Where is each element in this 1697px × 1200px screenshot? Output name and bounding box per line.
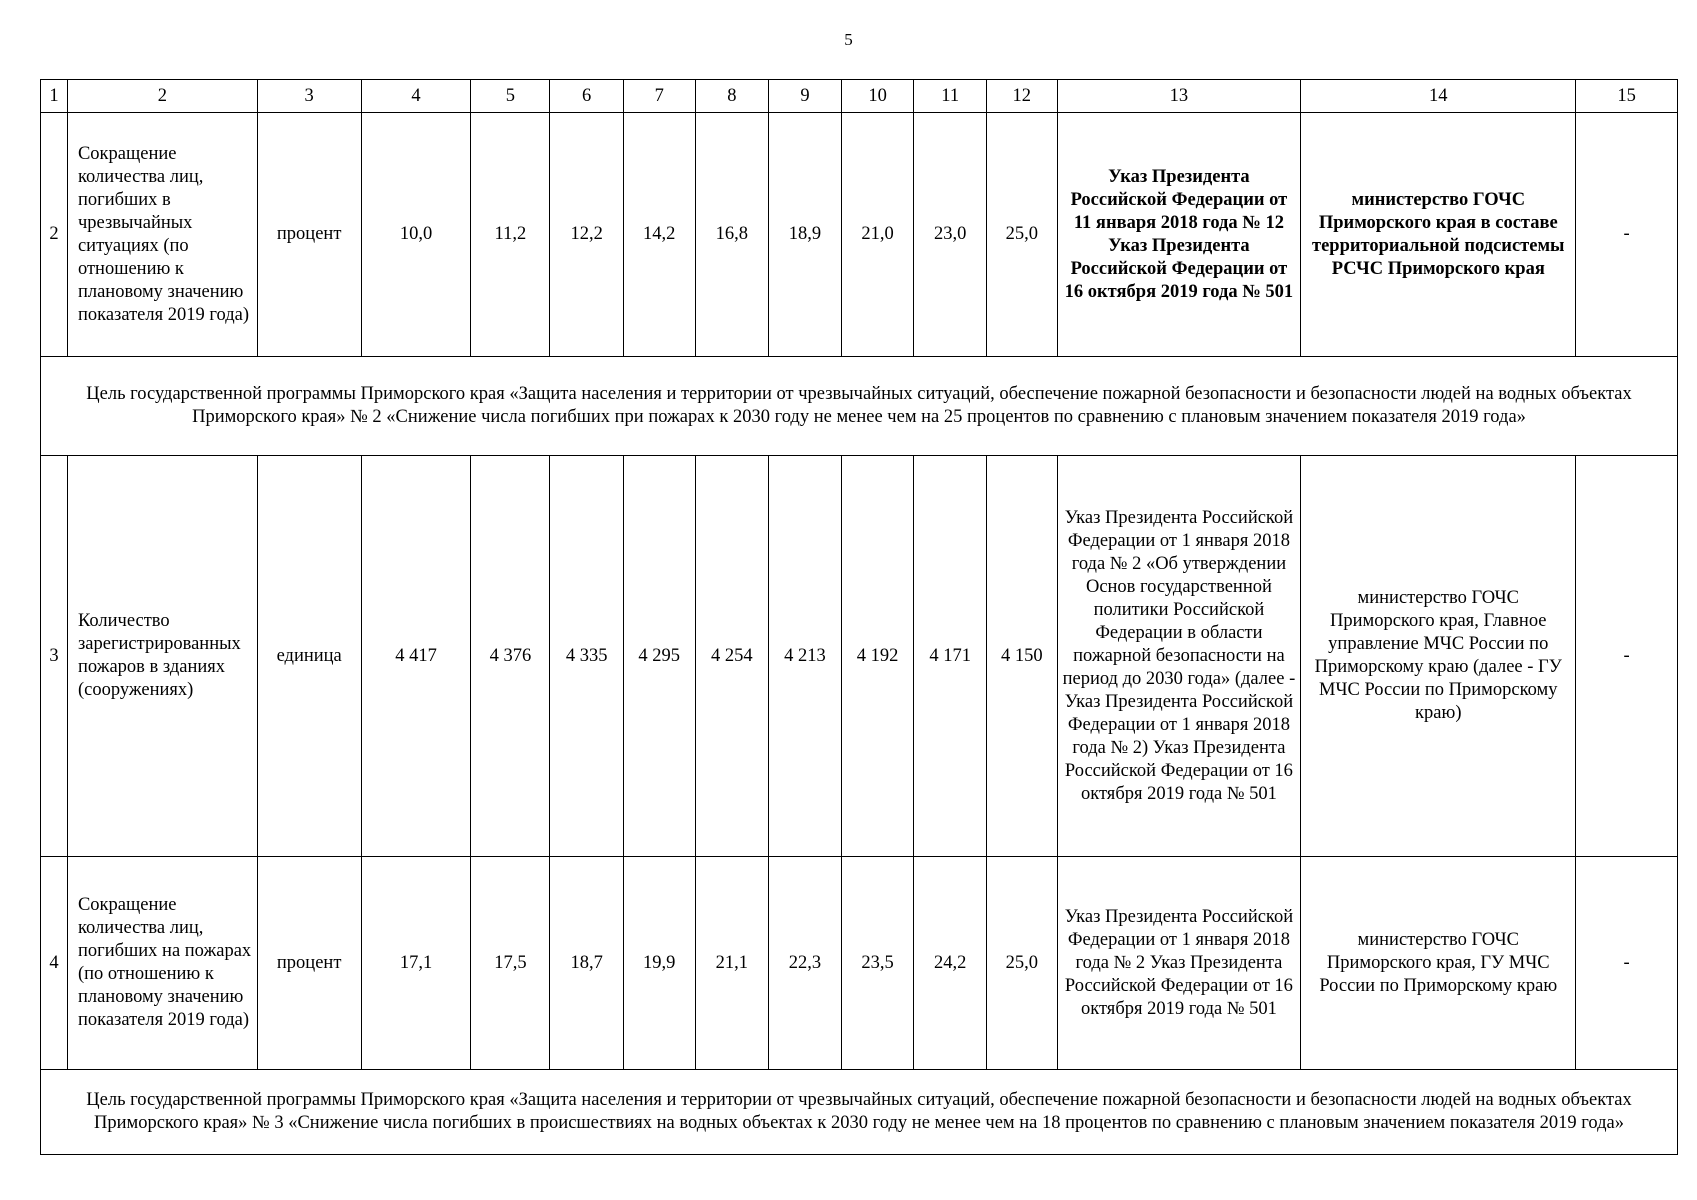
value-cell: 25,0 bbox=[987, 857, 1058, 1070]
column-number-row bbox=[41, 80, 1678, 113]
basis-cell: Указ Президента Российской Федерации от 1 января 2018 года № 2 «Об утверждении Основ государственной политики Российской Федерации в области пожарной безопасности на период до 2030 года» (далее - Указ Президента Российской Федерации от 1 января 2018 года № 2) Указ Президента Российской Федерации от 16 октября 2019 года № 501 bbox=[1057, 456, 1301, 857]
header-cell: 2 bbox=[67, 80, 257, 113]
value-cell: 23,5 bbox=[841, 857, 914, 1070]
indicator-name: Сокращение количества лиц, погибших в чрезвычайных ситуациях (по отношению к плановому значению показателя 2019 года) bbox=[67, 113, 257, 357]
table-row bbox=[41, 456, 1678, 857]
responsible-cell: министерство ГОЧС Приморского края в составе территориальной подсистемы РСЧС Приморского края bbox=[1301, 113, 1576, 357]
row-number: 4 bbox=[41, 857, 68, 1070]
header-cell: 5 bbox=[471, 80, 550, 113]
header-cell: 6 bbox=[550, 80, 624, 113]
goal-2-text: Цель государственной программы Приморского края «Защита населения и территории от чрезвычайных ситуаций, обеспечение пожарной безопасности и безопасности людей на водных объектах Приморского края» № 2 «Снижение числа погибших при пожарах к 2030 году не менее чем на 25 процентов по сравнению с плановым значением показателя 2019 года» bbox=[41, 357, 1678, 456]
value-cell: 17,1 bbox=[361, 857, 471, 1070]
value-cell: 24,2 bbox=[914, 857, 987, 1070]
value-cell: 4 417 bbox=[361, 456, 471, 857]
basis-cell: Указ Президента Российской Федерации от 11 января 2018 года № 12 Указ Президента Российской Федерации от 16 октября 2019 года № 501 bbox=[1057, 113, 1301, 357]
responsible-cell: министерство ГОЧС Приморского края, ГУ МЧС России по Приморскому краю bbox=[1301, 857, 1576, 1070]
header-cell: 11 bbox=[914, 80, 987, 113]
value-cell: 10,0 bbox=[361, 113, 471, 357]
value-cell: 4 171 bbox=[914, 456, 987, 857]
basis-cell: Указ Президента Российской Федерации от 1 января 2018 года № 2 Указ Президента Российской Федерации от 16 октября 2019 года № 501 bbox=[1057, 857, 1301, 1070]
value-cell: 4 295 bbox=[623, 456, 695, 857]
table-row bbox=[41, 857, 1678, 1070]
header-cell: 13 bbox=[1057, 80, 1301, 113]
row-number: 3 bbox=[41, 456, 68, 857]
col15-cell: - bbox=[1576, 113, 1678, 357]
header-cell: 15 bbox=[1576, 80, 1678, 113]
header-cell: 9 bbox=[769, 80, 842, 113]
unit-cell: процент bbox=[257, 113, 361, 357]
col15-cell: - bbox=[1576, 857, 1678, 1070]
header-cell: 8 bbox=[695, 80, 769, 113]
value-cell: 4 376 bbox=[471, 456, 550, 857]
unit-cell: процент bbox=[257, 857, 361, 1070]
value-cell: 17,5 bbox=[471, 857, 550, 1070]
value-cell: 23,0 bbox=[914, 113, 987, 357]
indicator-name: Количество зарегистрированных пожаров в зданиях (сооружениях) bbox=[67, 456, 257, 857]
goal-row bbox=[41, 357, 1678, 456]
value-cell: 18,9 bbox=[769, 113, 842, 357]
header-cell: 10 bbox=[841, 80, 914, 113]
goal-3-text: Цель государственной программы Приморского края «Защита населения и территории от чрезвычайных ситуаций, обеспечение пожарной безопасности и безопасности людей на водных объектах Приморского края» № 3 «Снижение числа погибших в происшествиях на водных объектах к 2030 году не менее чем на 18 процентов по сравнению с плановым значением показателя 2019 года» bbox=[41, 1070, 1678, 1155]
value-cell: 4 150 bbox=[987, 456, 1058, 857]
value-cell: 19,9 bbox=[623, 857, 695, 1070]
header-cell: 1 bbox=[41, 80, 68, 113]
value-cell: 4 192 bbox=[841, 456, 914, 857]
value-cell: 12,2 bbox=[550, 113, 624, 357]
header-cell: 14 bbox=[1301, 80, 1576, 113]
header-cell: 12 bbox=[987, 80, 1058, 113]
value-cell: 21,1 bbox=[695, 857, 769, 1070]
value-cell: 25,0 bbox=[987, 113, 1058, 357]
row-number: 2 bbox=[41, 113, 68, 357]
value-cell: 4 213 bbox=[769, 456, 842, 857]
value-cell: 21,0 bbox=[841, 113, 914, 357]
page-number: 5 bbox=[844, 30, 853, 49]
value-cell: 16,8 bbox=[695, 113, 769, 357]
value-cell: 11,2 bbox=[471, 113, 550, 357]
value-cell: 4 335 bbox=[550, 456, 624, 857]
header-cell: 4 bbox=[361, 80, 471, 113]
goal-row bbox=[41, 1070, 1678, 1155]
value-cell: 22,3 bbox=[769, 857, 842, 1070]
indicators-table bbox=[40, 79, 1678, 1155]
col15-cell: - bbox=[1576, 456, 1678, 857]
header-cell: 3 bbox=[257, 80, 361, 113]
indicator-name: Сокращение количества лиц, погибших на пожарах (по отношению к плановому значению показателя 2019 года) bbox=[67, 857, 257, 1070]
value-cell: 4 254 bbox=[695, 456, 769, 857]
unit-cell: единица bbox=[257, 456, 361, 857]
responsible-cell: министерство ГОЧС Приморского края, Главное управление МЧС России по Приморскому краю (далее - ГУ МЧС России по Приморскому краю) bbox=[1301, 456, 1576, 857]
header-cell: 7 bbox=[623, 80, 695, 113]
table-row bbox=[41, 113, 1678, 357]
value-cell: 14,2 bbox=[623, 113, 695, 357]
value-cell: 18,7 bbox=[550, 857, 624, 1070]
